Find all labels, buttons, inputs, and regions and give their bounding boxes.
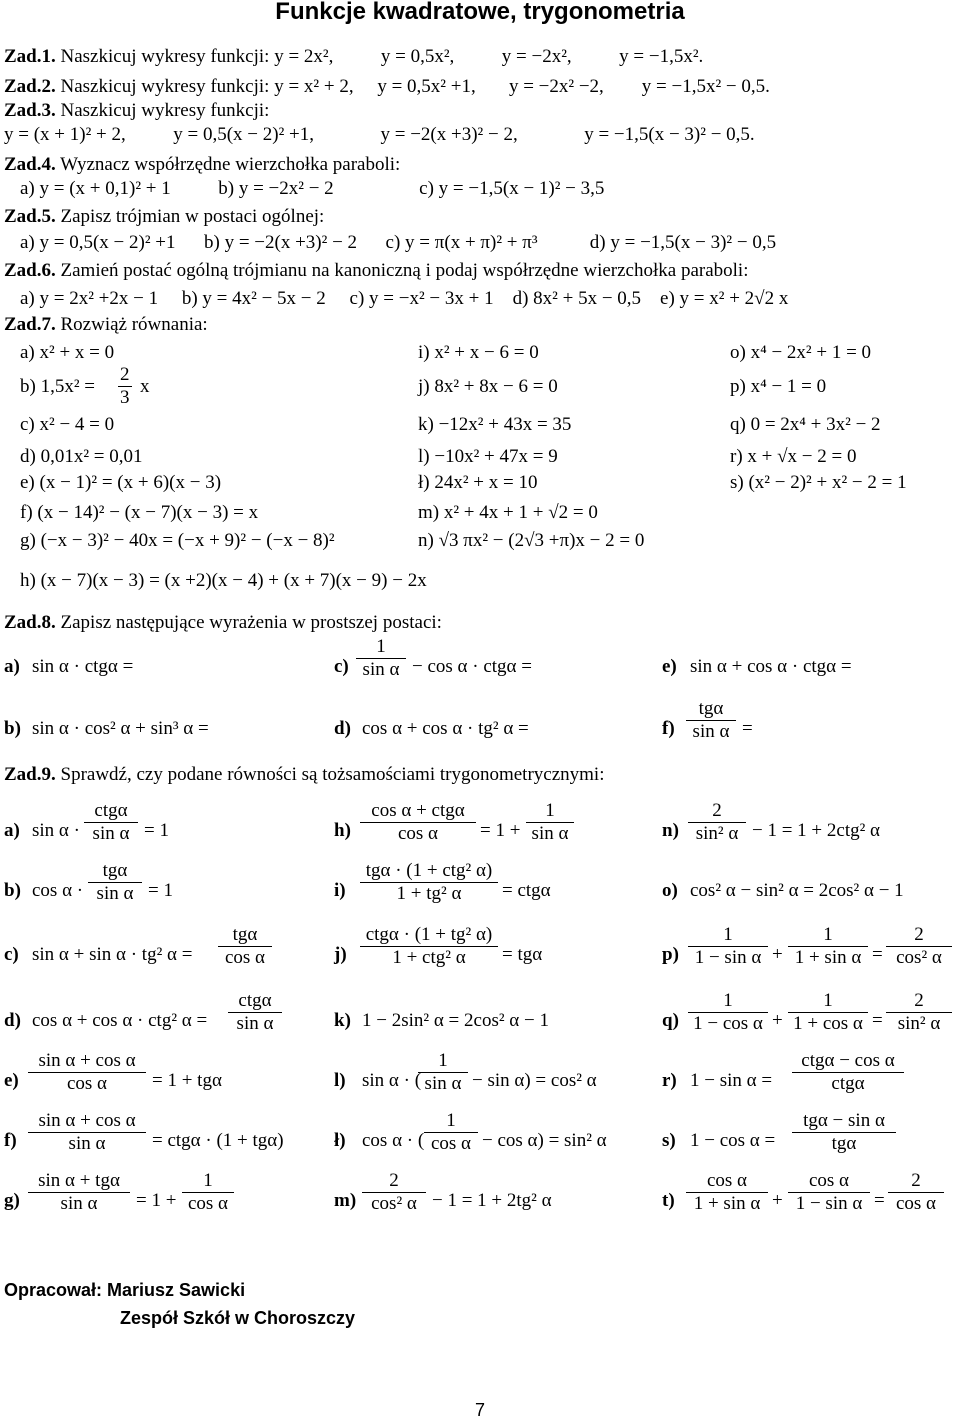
z9-n-fraction [688, 800, 746, 845]
eq-s: s) (x² − 2)² + x² − 2 = 1 [730, 472, 907, 493]
task-3 [4, 100, 269, 122]
z9-c-label: c) [4, 944, 19, 965]
z9-t-label: t) [662, 1190, 675, 1211]
eq-b-right: x [140, 376, 150, 397]
numerator: tgα · (1 + ctg² α) [360, 860, 498, 883]
z9-l-stroke-left: cos α · ( [362, 1130, 425, 1151]
eq-o: o) x⁴ − 2x² + 1 = 0 [730, 342, 872, 363]
denominator: 1 + tg² α [396, 883, 462, 904]
z9-q-eq: = [872, 1010, 883, 1031]
z9-k-label: k) [334, 1010, 351, 1031]
eq-l: l) −10x² + 47x = 9 [418, 446, 558, 467]
z9-q-fraction-2 [788, 990, 868, 1035]
numerator: 1 [182, 1170, 234, 1193]
z8-b-label: b) [4, 718, 21, 739]
eq-g: g) (−x − 3)² − 40x = (−x + 9)² − (−x − 8)² [20, 530, 335, 551]
z8-d: cos α + cos α · tg² α = [362, 718, 529, 739]
task-5-items: a) y = 0,5(x − 2)² +1 b) y = −2(x +3)² − 2 c) y = π(x + π)² + π³ d) y = −1,5(x − 3)² − 0,5 [20, 232, 777, 253]
task-6-items: a) y = 2x² +2x − 1 b) y = 4x² − 5x − 2 c) y = −x² − 3x + 1 d) 8x² + 5x − 0,5 e) y = x² + 2√2 x [20, 288, 789, 309]
task-label: Zad.1. [4, 46, 56, 67]
numerator: 1 [424, 1110, 478, 1133]
z9-n-right: − 1 = 1 + 2ctg² α [752, 820, 881, 841]
numerator: ctgα [228, 990, 282, 1013]
task-1 [4, 46, 703, 68]
z9-q-label: q) [662, 1010, 679, 1031]
z9-r-fraction [792, 1050, 904, 1095]
z9-k: 1 − 2sin² α = 2cos² α − 1 [362, 1010, 549, 1031]
denominator: sin α [92, 823, 130, 844]
z9-g-fraction [28, 1170, 130, 1215]
z9-p-label: p) [662, 944, 679, 965]
task-6 [4, 260, 748, 282]
eq-r: r) x + √x − 2 = 0 [730, 446, 857, 467]
denominator: sin α [68, 1133, 106, 1154]
denominator: cos α [430, 1133, 472, 1154]
z9-j-fraction [360, 924, 498, 969]
eq-n: n) √3 πx² − (2√3 +π)x − 2 = 0 [418, 530, 645, 551]
eq-e: e) (x − 1)² = (x + 6)(x − 3) [20, 472, 222, 493]
task-label: Zad.6. [4, 260, 56, 281]
z9-s-left: 1 − cos α = [690, 1130, 776, 1151]
z9-l-right: − sin α) = cos² α [472, 1070, 597, 1091]
z9-d-label: d) [4, 1010, 21, 1031]
z9-c-left: sin α + sin α · tg² α = [32, 944, 193, 965]
eq-b-left: b) 1,5x² = [20, 376, 100, 397]
z9-i-label: i) [334, 880, 346, 901]
z9-p-eq: = [872, 944, 883, 965]
denominator: sin α [96, 883, 134, 904]
author-line: Opracował: Mariusz Sawicki [4, 1280, 246, 1300]
z9-f-label: f) [4, 1130, 17, 1151]
task-4-items: a) y = (x + 0,1)² + 1 b) y = −2x² − 2 c) y = −1,5(x − 1)² − 3,5 [20, 178, 605, 199]
numerator: sin α + tgα [28, 1170, 130, 1193]
z9-f-fraction [28, 1110, 146, 1155]
z8-e-label: e) [662, 656, 677, 677]
z9-m-right: − 1 = 1 + 2tg² α [432, 1190, 552, 1211]
z9-b-fraction [88, 860, 142, 905]
task-label: Zad.3. [4, 100, 56, 121]
task-4 [4, 154, 400, 176]
denominator: 3 [120, 387, 130, 408]
z8-c-label: c) [334, 656, 349, 677]
denominator: cos α [66, 1073, 108, 1094]
denominator: 1 − cos α [693, 1013, 763, 1034]
denominator: sin α [236, 1013, 274, 1034]
task-text: Zapisz następujące wyrażenia w prostszej postaci: [55, 612, 442, 633]
task-label: Zad.7. [4, 314, 56, 335]
eq-h: h) (x − 7)(x − 3) = (x +2)(x − 4) + (x + 7)(x − 9) − 2x [20, 570, 427, 591]
numerator: tgα [686, 698, 736, 721]
denominator: 1 + sin α [693, 1193, 761, 1214]
z8-a-label: a) [4, 656, 20, 677]
task-text: Zapisz trójmian w postaci ogólnej: [55, 206, 325, 227]
z9-a-fraction [84, 800, 138, 845]
denominator: sin α [60, 1193, 98, 1214]
z9-p-fraction-2 [788, 924, 868, 969]
z9-g-fraction-2 [182, 1170, 234, 1215]
numerator: tgα [88, 860, 142, 883]
eq-b [20, 376, 100, 398]
z9-j-right: = tgα [502, 944, 543, 965]
numerator: 1 [418, 1050, 468, 1073]
numerator: 2 [688, 800, 746, 823]
z9-m-fraction [362, 1170, 426, 1215]
z9-b-label: b) [4, 880, 21, 901]
denominator: tgα [831, 1133, 857, 1154]
denominator: cos² α [896, 947, 942, 968]
z9-q-fraction-3 [886, 990, 952, 1035]
denominator: cos α [895, 1193, 937, 1214]
numerator: 2 [886, 990, 952, 1013]
page-title: Funkcje kwadratowe, trygonometria [275, 0, 685, 25]
numerator: 2 [886, 924, 952, 947]
z9-p-fraction-1 [688, 924, 768, 969]
task-2 [4, 76, 770, 98]
z9-q-plus: + [772, 1010, 783, 1031]
task-text: Zamień postać ogólną trójmianu na kanoniczną i podaj współrzędne wierzchołka paraboli: [55, 260, 749, 281]
z9-d-fraction [228, 990, 282, 1035]
numerator: 2 [888, 1170, 944, 1193]
denominator: 1 − sin α [694, 947, 762, 968]
z9-s-fraction [792, 1110, 896, 1155]
numerator: cos α [686, 1170, 768, 1193]
z9-l-stroke-fraction [424, 1110, 478, 1155]
numerator: 1 [526, 800, 574, 823]
z9-p-fraction-3 [886, 924, 952, 969]
z9-i-right: = ctgα [502, 880, 551, 901]
denominator: sin α [362, 659, 400, 680]
denominator: 1 + cos α [793, 1013, 863, 1034]
z9-c-fraction [218, 924, 272, 969]
task-text: Naszkicuj wykresy funkcji: y = 2x², y = 0,5x², y = −2x², y = −1,5x². [55, 46, 704, 67]
task-label: Zad.4. [4, 154, 56, 175]
numerator: cos α + ctgα [360, 800, 476, 823]
z9-r-label: r) [662, 1070, 677, 1091]
z9-h-mid: = 1 + [480, 820, 521, 841]
denominator: 1 + ctg² α [392, 947, 466, 968]
task-3-functions: y = (x + 1)² + 2, y = 0,5(x − 2)² +1, y = −2(x +3)² − 2, y = −1,5(x − 3)² − 0,5. [4, 124, 755, 145]
eq-l-stroke: ł) 24x² + x = 10 [418, 472, 538, 493]
z9-o-label: o) [662, 880, 678, 901]
numerator: ctgα − cos α [792, 1050, 904, 1073]
z9-a-label: a) [4, 820, 20, 841]
z8-f-rest: = [742, 718, 753, 739]
denominator: cos α [397, 823, 439, 844]
eq-d: d) 0,01x² = 0,01 [20, 446, 143, 467]
eq-a: a) x² + x = 0 [20, 342, 115, 363]
z9-j-label: j) [334, 944, 347, 965]
z9-t-fraction-3 [888, 1170, 944, 1215]
z9-t-eq: = [874, 1190, 885, 1211]
task-7 [4, 314, 208, 336]
z9-m-label: m) [334, 1190, 357, 1211]
z8-e: sin α + cos α · ctgα = [690, 656, 852, 677]
z9-g-label: g) [4, 1190, 20, 1211]
z9-h-fraction [360, 800, 476, 845]
z8-a: sin α · ctgα = [32, 656, 134, 677]
z9-p-plus: + [772, 944, 783, 965]
denominator: 1 − sin α [795, 1193, 863, 1214]
numerator: 1 [356, 636, 406, 659]
eq-k: k) −12x² + 43x = 35 [418, 414, 572, 435]
eq-c: c) x² − 4 = 0 [20, 414, 115, 435]
numerator: 1 [688, 990, 768, 1013]
numerator: cos α [788, 1170, 870, 1193]
numerator: sin α + cos α [28, 1050, 146, 1073]
z9-l-stroke-label: ł) [334, 1130, 346, 1151]
eq-j: j) 8x² + 8x − 6 = 0 [418, 376, 558, 397]
z9-b-left: cos α · [32, 880, 84, 901]
denominator: cos α [224, 947, 266, 968]
task-text: Wyznacz współrzędne wierzchołka paraboli: [55, 154, 401, 175]
z8-d-label: d) [334, 718, 351, 739]
z9-t-plus: + [772, 1190, 783, 1211]
denominator: 1 + sin α [794, 947, 862, 968]
z9-f-right: = ctgα · (1 + tgα) [152, 1130, 284, 1151]
task-5 [4, 206, 324, 228]
numerator: 1 [788, 924, 868, 947]
eq-m: m) x² + 4x + 1 + √2 = 0 [418, 502, 598, 523]
page-number: 7 [474, 1400, 485, 1420]
task-text: Rozwiąż równania: [55, 314, 208, 335]
z8-f-fraction [686, 698, 736, 743]
z9-t-fraction-1 [686, 1170, 768, 1215]
denominator: sin² α [897, 1013, 941, 1034]
z8-c-fraction [356, 636, 406, 681]
task-label: Zad.2. [4, 76, 56, 97]
eq-b-fraction [118, 364, 132, 409]
denominator: ctgα [831, 1073, 865, 1094]
z9-g-mid: = 1 + [136, 1190, 177, 1211]
z9-o: cos² α − sin² α = 2cos² α − 1 [690, 880, 904, 901]
denominator: sin² α [695, 823, 739, 844]
numerator: ctgα · (1 + tg² α) [360, 924, 498, 947]
z9-s-label: s) [662, 1130, 676, 1151]
numerator: 2 [120, 364, 130, 385]
z9-h-label: h) [334, 820, 351, 841]
z9-h-fraction-2 [526, 800, 574, 845]
z9-e-label: e) [4, 1070, 19, 1091]
denominator: cos² α [371, 1193, 417, 1214]
z9-r-left: 1 − sin α = [690, 1070, 773, 1091]
school-line: Zespół Szkół w Choroszczy [120, 1308, 356, 1328]
z8-c-rest: − cos α · ctgα = [412, 656, 532, 677]
z9-n-label: n) [662, 820, 679, 841]
z9-a-left: sin α · [32, 820, 80, 841]
eq-i: i) x² + x − 6 = 0 [418, 342, 539, 363]
eq-f: f) (x − 14)² − (x − 7)(x − 3) = x [20, 502, 259, 523]
z9-q-fraction-1 [688, 990, 768, 1035]
z9-l-fraction [418, 1050, 468, 1095]
z9-a-right: = 1 [144, 820, 169, 841]
numerator: tgα [218, 924, 272, 947]
numerator: tgα − sin α [792, 1110, 896, 1133]
task-label: Zad.8. [4, 612, 56, 633]
task-label: Zad.5. [4, 206, 56, 227]
denominator: sin α [424, 1073, 462, 1094]
numerator: 1 [688, 924, 768, 947]
numerator: 1 [788, 990, 868, 1013]
numerator: sin α + cos α [28, 1110, 146, 1133]
denominator: cos α [187, 1193, 229, 1214]
numerator: ctgα [84, 800, 138, 823]
task-label: Zad.9. [4, 764, 56, 785]
task-text: Sprawdź, czy podane równości są tożsamościami trygonometrycznymi: [55, 764, 605, 785]
z9-e-fraction [28, 1050, 146, 1095]
z9-l-left: sin α · ( [362, 1070, 422, 1091]
z9-l-label: l) [334, 1070, 346, 1091]
task-text: Naszkicuj wykresy funkcji: y = x² + 2, y = 0,5x² +1, y = −2x² −2, y = −1,5x² − 0,5. [55, 76, 770, 97]
z9-i-fraction [360, 860, 498, 905]
z9-t-fraction-2 [788, 1170, 870, 1215]
task-9 [4, 764, 605, 786]
task-text: Naszkicuj wykresy funkcji: [55, 100, 270, 121]
eq-p: p) x⁴ − 1 = 0 [730, 376, 827, 397]
denominator: sin α [692, 721, 730, 742]
z9-e-right: = 1 + tgα [152, 1070, 222, 1091]
z8-b: sin α · cos² α + sin³ α = [32, 718, 209, 739]
z8-f-label: f) [662, 718, 675, 739]
denominator: sin α [531, 823, 569, 844]
z9-l-stroke-right: − cos α) = sin² α [482, 1130, 607, 1151]
numerator: 2 [362, 1170, 426, 1193]
z9-b-right: = 1 [148, 880, 173, 901]
z9-d-left: cos α + cos α · ctg² α = [32, 1010, 208, 1031]
task-8 [4, 612, 442, 634]
eq-q: q) 0 = 2x⁴ + 3x² − 2 [730, 414, 881, 435]
